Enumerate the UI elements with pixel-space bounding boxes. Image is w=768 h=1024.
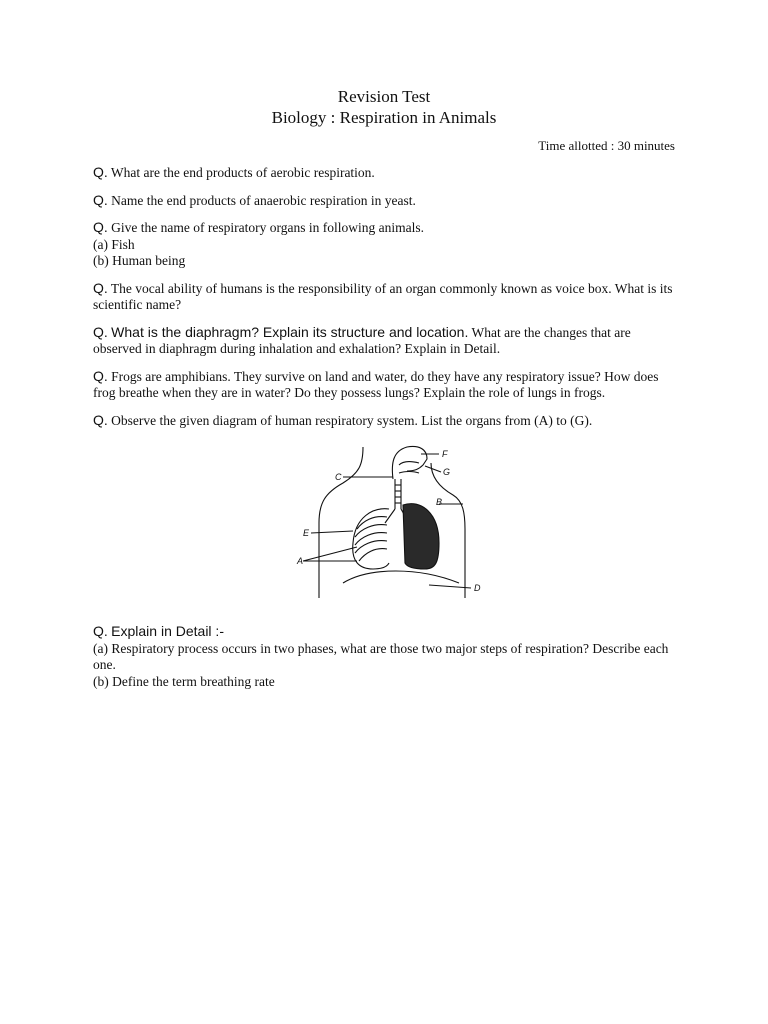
question-prefix: Q. [93, 411, 108, 428]
question-prefix: Q. [93, 279, 108, 296]
page-subtitle: Biology : Respiration in Animals [271, 108, 497, 127]
label-g: G [443, 467, 451, 477]
question-text: The vocal ability of humans is the responsibility of an organ commonly known as voice box. What is its scientific name? [93, 280, 673, 312]
option-fish: (a) Fish [93, 236, 135, 252]
respiratory-system-diagram [289, 443, 485, 599]
question-7 [93, 412, 675, 430]
question-3 [93, 219, 675, 270]
question-4 [93, 280, 675, 314]
question-text: Frogs are amphibians. They survive on land and water, do they have any respiratory issue? How does frog breathe when they are in water? Do they possess lungs? Explain the role of lungs in frogs. [93, 368, 659, 400]
question-text: Name the end products of anaerobic respiration in yeast. [111, 192, 416, 208]
worksheet [93, 86, 675, 690]
question-prefix: Q. [93, 191, 108, 208]
question-lead: What is the diaphragm? Explain its structure and location. [111, 323, 469, 340]
part-a: (a) Respiratory process occurs in two phases, what are those two major steps of respiration? Describe each one. [93, 640, 669, 672]
question-prefix: Q. [93, 623, 108, 639]
question-1 [93, 164, 675, 182]
label-f: F [442, 449, 448, 459]
question-6 [93, 368, 675, 402]
question-prefix: Q. [93, 164, 108, 180]
question-prefix: Q. [93, 323, 108, 340]
time-allotted: Time allotted : 30 minutes [538, 138, 675, 153]
label-b: B [436, 497, 443, 507]
label-a: A [297, 556, 304, 566]
question-8 [93, 623, 675, 690]
question-prefix: Q. [93, 367, 108, 384]
label-d: D [474, 583, 481, 593]
option-human-being: (b) Human being [93, 253, 186, 268]
question-text: What are the end products of aerobic respiration. [110, 165, 375, 180]
question-prefix: Q. [93, 219, 108, 235]
question-text: Observe the given diagram of human respiratory system. List the organs from (A) to (G). [111, 412, 593, 428]
question-text: Give the name of respiratory organs in following animals. [111, 220, 424, 235]
question-lead: Explain in Detail :- [111, 623, 224, 639]
label-e: E [303, 528, 310, 538]
question-text: What are the changes that are observed in diaphragm during inhalation and exhalation? Explain in Detail. [93, 324, 631, 356]
question-5 [93, 324, 675, 358]
part-b: (b) Define the term breathing rate [93, 673, 275, 689]
page-title: Revision Test [337, 87, 431, 106]
label-c: C [335, 472, 342, 482]
question-2 [93, 192, 675, 210]
